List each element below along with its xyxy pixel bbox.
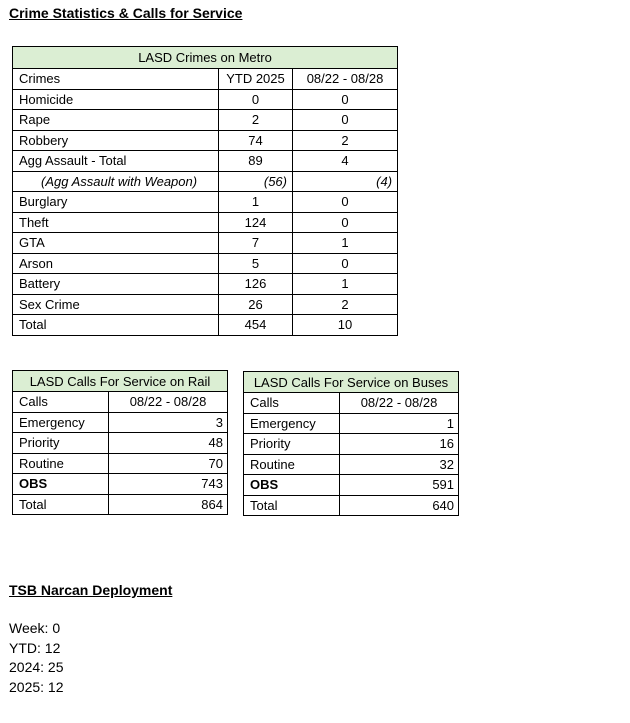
table-row: [13, 294, 398, 315]
crime-ytd: 74: [219, 130, 293, 151]
crime-week: (4): [293, 171, 398, 192]
crime-week: 10: [293, 315, 398, 336]
crime-label: Agg Assault - Total: [13, 151, 219, 172]
crime-label: Theft: [13, 212, 219, 233]
crime-week: 2: [293, 294, 398, 315]
crime-week: 0: [293, 89, 398, 110]
narcan-2024: 2024: 25: [9, 659, 64, 676]
table-row: [13, 110, 398, 131]
bus-header-week: 08/22 - 08/28: [340, 393, 459, 414]
table-row: [13, 192, 398, 213]
rail-calls-table: [12, 370, 228, 515]
table-row: [13, 233, 398, 254]
table-row: [244, 413, 459, 434]
crime-label: (Agg Assault with Weapon): [13, 171, 219, 192]
call-value: 591: [340, 475, 459, 496]
crimes-table-title: LASD Crimes on Metro: [13, 47, 398, 69]
rail-header-calls: Calls: [13, 392, 109, 413]
narcan-heading: TSB Narcan Deployment: [9, 582, 173, 598]
bus-calls-table: [243, 371, 459, 516]
narcan-2025: 2025: 12: [9, 679, 64, 696]
table-row: [244, 495, 459, 516]
crimes-table: [12, 46, 398, 336]
call-value: 16: [340, 434, 459, 455]
call-label: Total: [13, 494, 109, 515]
crime-label: Arson: [13, 253, 219, 274]
crime-week: 2: [293, 130, 398, 151]
table-row: [13, 433, 228, 454]
table-row: [13, 274, 398, 295]
table-row: [13, 253, 398, 274]
crime-ytd: 126: [219, 274, 293, 295]
narcan-ytd: YTD: 12: [9, 639, 61, 656]
rail-table-title: LASD Calls For Service on Rail: [13, 371, 228, 392]
call-value: 640: [340, 495, 459, 516]
call-label: Emergency: [13, 412, 109, 433]
crime-ytd: 89: [219, 151, 293, 172]
crime-label: Total: [13, 315, 219, 336]
crime-week: 1: [293, 233, 398, 254]
crime-ytd: (56): [219, 171, 293, 192]
page-title: Crime Statistics & Calls for Service: [9, 5, 243, 21]
crime-week: 0: [293, 253, 398, 274]
call-label: OBS: [244, 475, 340, 496]
call-value: 3: [109, 412, 228, 433]
crime-ytd: 124: [219, 212, 293, 233]
table-row: [244, 434, 459, 455]
crime-label: GTA: [13, 233, 219, 254]
crime-week: 0: [293, 110, 398, 131]
call-value: 743: [109, 474, 228, 495]
table-row: [244, 454, 459, 475]
crime-label: Homicide: [13, 89, 219, 110]
table-row: [13, 151, 398, 172]
crime-ytd: 5: [219, 253, 293, 274]
crime-label: Sex Crime: [13, 294, 219, 315]
call-label: Routine: [244, 454, 340, 475]
table-row: [13, 212, 398, 233]
narcan-week: Week: 0: [9, 620, 61, 636]
call-label: OBS: [13, 474, 109, 495]
call-label: Priority: [13, 433, 109, 454]
crime-ytd: 2: [219, 110, 293, 131]
crime-ytd: 26: [219, 294, 293, 315]
crime-week: 1: [293, 274, 398, 295]
bus-header-calls: Calls: [244, 393, 340, 414]
rail-header-week: 08/22 - 08/28: [109, 392, 228, 413]
call-value: 48: [109, 433, 228, 454]
call-label: Priority: [244, 434, 340, 455]
crime-label: Robbery: [13, 130, 219, 151]
crimes-header-crimes: Crimes: [13, 69, 219, 90]
call-label: Routine: [13, 453, 109, 474]
table-row: [244, 475, 459, 496]
table-row: [13, 494, 228, 515]
table-row: [13, 130, 398, 151]
crime-label: Rape: [13, 110, 219, 131]
crime-week: 4: [293, 151, 398, 172]
crime-label: Battery: [13, 274, 219, 295]
call-label: Emergency: [244, 413, 340, 434]
call-label: Total: [244, 495, 340, 516]
table-row: [13, 412, 228, 433]
crime-week: 0: [293, 192, 398, 213]
table-row: [13, 315, 398, 336]
crime-week: 0: [293, 212, 398, 233]
bus-table-title: LASD Calls For Service on Buses: [244, 372, 459, 393]
crime-ytd: 454: [219, 315, 293, 336]
table-row: [13, 474, 228, 495]
table-row: [13, 453, 228, 474]
table-row: [13, 171, 398, 192]
call-value: 1: [340, 413, 459, 434]
call-value: 864: [109, 494, 228, 515]
table-row: [13, 89, 398, 110]
crime-ytd: 0: [219, 89, 293, 110]
crime-ytd: 1: [219, 192, 293, 213]
crime-label: Burglary: [13, 192, 219, 213]
crimes-header-week: 08/22 - 08/28: [293, 69, 398, 90]
crime-ytd: 7: [219, 233, 293, 254]
crimes-header-ytd: YTD 2025: [219, 69, 293, 90]
call-value: 32: [340, 454, 459, 475]
call-value: 70: [109, 453, 228, 474]
narcan-stats: [9, 619, 64, 698]
